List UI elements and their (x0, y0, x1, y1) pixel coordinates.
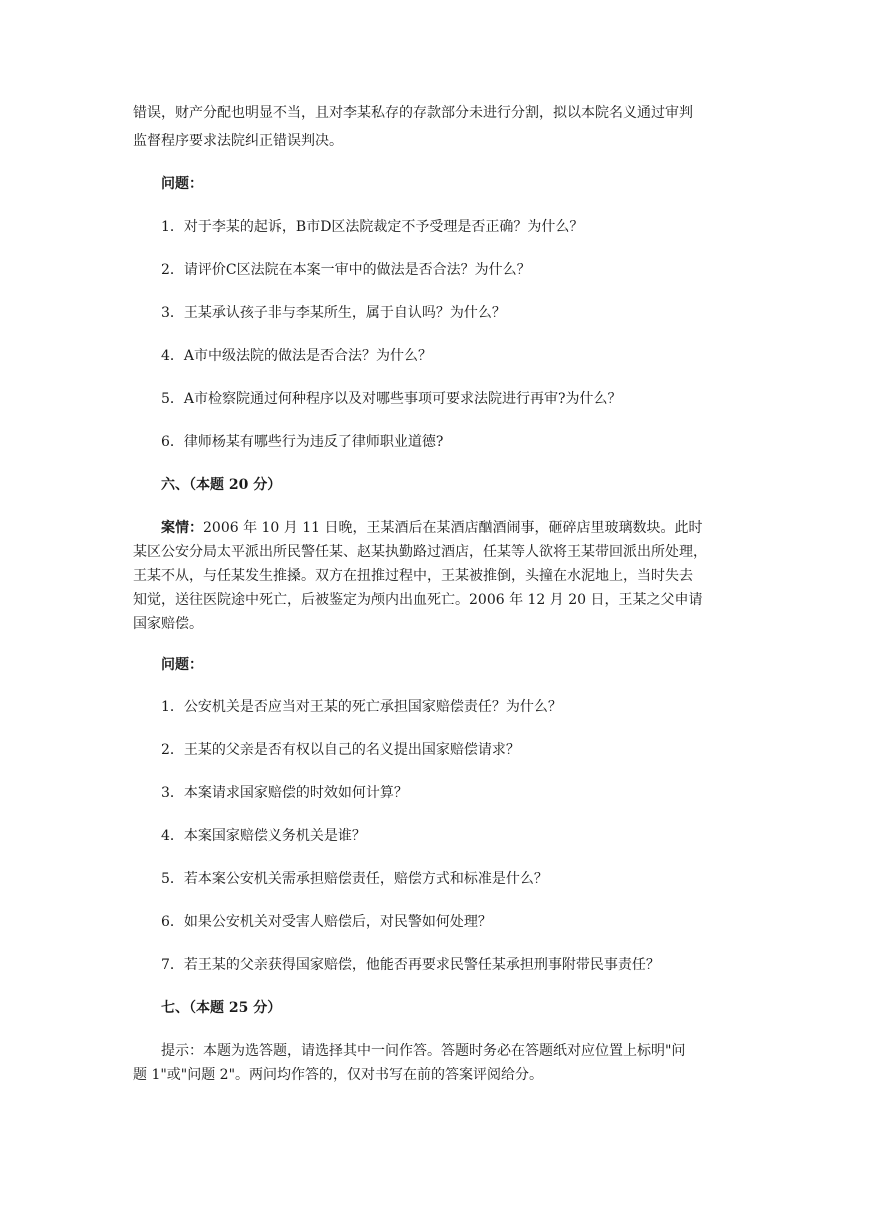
section5-question-6: 6．律师杨某有哪些行为违反了律师职业道德? (161, 434, 444, 450)
section6-question-4: 4．本案国家赔偿义务机关是谁？ (161, 828, 366, 844)
section7-hint-line-1: 提示：本题为选答题，请选择其中一问作答。答题时务必在答题纸对应位置上标明"问 (161, 1043, 686, 1059)
section6-question-2: 2．王某的父亲是否有权以自己的名义提出国家赔偿请求？ (161, 742, 520, 758)
section5-question-2: 2．请评价C区法院在本案一审中的做法是否合法？为什么？ (161, 262, 531, 278)
section6-case-line-1 (161, 521, 703, 535)
section6-question-3: 3．本案请求国家赔偿的时效如何计算？ (161, 785, 408, 801)
section6-case-line-2: 某区公安分局太平派出所民警任某、赵某执勤路过酒店，任某等人欲将王某带回派出所处理， (133, 544, 707, 560)
section7-hint-line-2: 题 1"或"问题 2"。两问均作答的，仅对书写在前的答案评阅给分。 (133, 1067, 544, 1083)
section6-question-7: 7．若王某的父亲获得国家赔偿，他能否再要求民警任某承担刑事附带民事责任？ (161, 957, 660, 973)
section5-question-3: 3．王某承认孩子非与李某所生，属于自认吗？为什么？ (161, 305, 506, 321)
section6-question-1: 1．公安机关是否应当对王某的死亡承担国家赔偿责任？为什么？ (161, 699, 562, 715)
section6-question-5: 5．若本案公安机关需承担赔偿责任，赔偿方式和标准是什么？ (161, 871, 548, 887)
section5-text-line-2: 监督程序要求法院纠正错误判决。 (133, 133, 343, 149)
section5-question-1: 1．对于李某的起诉，B市D区法院裁定不予受理是否正确？为什么？ (161, 219, 584, 235)
section5-text-line-1: 错误，财产分配也明显不当，且对李某私存的存款部分未进行分割，拟以本院名义通过审判 (133, 105, 693, 121)
section6-case-line-5: 国家赔偿。 (133, 616, 203, 632)
section5-questions-heading: 问题： (161, 176, 203, 192)
section6-questions-heading: 问题： (161, 657, 203, 673)
section5-question-5: 5．A市检察院通过何种程序以及对哪些事项可要求法院进行再审?为什么？ (161, 391, 622, 407)
section6-case-line-4: 知觉，送往医院途中死亡，后被鉴定为颅内出血死亡。2006 年 12 月 20 日，王某之父申请 (133, 592, 703, 608)
section6-case-line-3: 王某不从，与任某发生推搡。双方在扭推过程中，王某被推倒，头撞在水泥地上，当时失去 (133, 568, 693, 584)
section5-question-4: 4．A市中级法院的做法是否合法？为什么？ (161, 348, 433, 364)
section6-question-6: 6．如果公安机关对受害人赔偿后，对民警如何处理？ (161, 914, 492, 930)
section6-heading: 六、（本题 20 分） (161, 477, 282, 493)
case-label: 案情： (161, 520, 203, 536)
case-text-1: 2006 年 10 月 11 日晚，王某酒后在某酒店酗酒闹事，砸碎店里玻璃数块。此时 (203, 520, 703, 536)
section7-heading: 七、（本题 25 分） (161, 1000, 282, 1016)
